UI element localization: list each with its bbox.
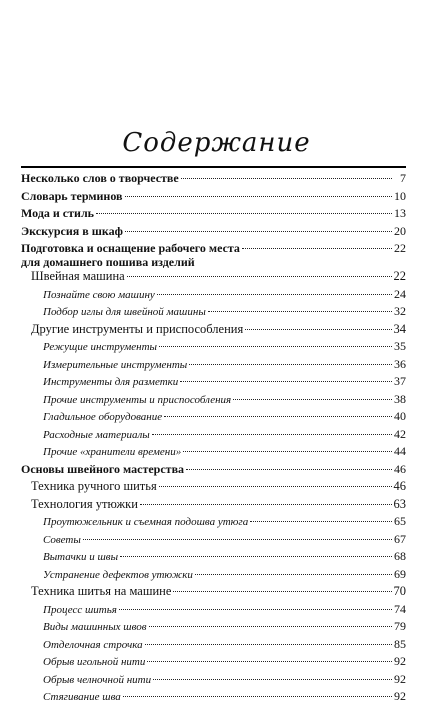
dot-leader <box>140 504 392 505</box>
dot-leader <box>183 451 392 452</box>
toc-entry-page: 69 <box>394 566 406 581</box>
toc-entry[interactable] <box>21 602 406 620</box>
toc-entry-page: 37 <box>394 374 406 388</box>
toc-entry[interactable] <box>21 444 406 462</box>
toc-entry-title-line: Подготовка и оснащение рабочего места <box>21 241 240 255</box>
toc-entry-page: 67 <box>394 531 406 546</box>
toc-entry[interactable] <box>21 584 406 602</box>
toc-entry-title: Стягивание шва <box>43 691 121 703</box>
toc-entry-title: Мода и стиль <box>21 206 95 220</box>
dot-leader <box>149 626 392 627</box>
dot-leader <box>159 486 392 487</box>
toc-entry-page: 46 <box>393 479 406 493</box>
toc-entry-title: Подбор иглы для швейной машины <box>43 306 206 318</box>
dot-leader <box>147 661 392 662</box>
toc-entry-page: 68 <box>394 549 406 563</box>
toc-entry[interactable] <box>21 427 406 445</box>
toc-entry-page: 35 <box>394 339 406 353</box>
toc-entry-title: Процесс шитья <box>43 603 117 616</box>
dot-leader <box>250 521 392 522</box>
dot-leader <box>245 329 391 330</box>
toc-entry[interactable] <box>21 549 406 567</box>
toc-entry-page: 42 <box>394 426 406 441</box>
dot-leader <box>123 696 392 697</box>
toc-entry[interactable] <box>21 514 406 532</box>
dot-leader <box>181 178 392 179</box>
dot-leader <box>173 591 391 592</box>
dot-leader <box>83 539 392 540</box>
toc-entry[interactable] <box>21 654 406 672</box>
toc-entry[interactable] <box>21 462 406 480</box>
toc-entry[interactable] <box>21 672 406 690</box>
dot-leader <box>159 346 392 347</box>
toc-entry-page: 34 <box>393 321 406 336</box>
dot-leader <box>152 434 392 435</box>
table-of-contents <box>21 171 406 707</box>
toc-entry[interactable] <box>21 171 406 189</box>
toc-entry-page: 13 <box>394 206 406 220</box>
toc-entry-title: Обрыв игольной нити <box>43 656 146 668</box>
toc-entry-page: 70 <box>393 584 406 598</box>
toc-entry[interactable] <box>21 637 406 655</box>
toc-entry-title: Расходные материалы <box>43 428 150 441</box>
toc-entry-page: 20 <box>394 223 406 238</box>
toc-entry-page: 46 <box>394 461 406 476</box>
toc-entry[interactable] <box>21 409 406 427</box>
toc-entry-title: Техника шитья на машине <box>31 584 172 598</box>
toc-entry[interactable] <box>21 357 406 375</box>
toc-entry-page: 32 <box>394 304 406 318</box>
toc-entry-page: 10 <box>394 188 406 203</box>
toc-entry[interactable] <box>21 339 406 357</box>
toc-entry-page: 65 <box>394 514 406 528</box>
toc-entry-page: 24 <box>394 286 406 301</box>
toc-entry-title: Прочие «хранители времени» <box>43 446 182 458</box>
toc-entry-title: Обрыв челночной нити <box>43 673 152 686</box>
toc-entry-title: Швейная машина <box>31 269 125 283</box>
toc-entry-page: 22 <box>393 269 406 283</box>
title-divider <box>21 166 406 168</box>
page-title: Содержание <box>122 128 311 158</box>
toc-entry-title: Проутюжельник и съемная подошва утюга <box>43 516 249 528</box>
dot-leader <box>96 213 392 214</box>
dot-leader <box>208 311 392 312</box>
toc-entry-title-line: для домашнего пошива изделий <box>21 255 195 269</box>
toc-entry[interactable] <box>21 479 406 497</box>
toc-entry-title: Экскурсия в шкаф <box>21 223 123 238</box>
toc-entry-page: 22 <box>394 241 406 255</box>
toc-entry-page: 92 <box>394 654 406 668</box>
toc-entry[interactable] <box>21 567 406 585</box>
toc-entry[interactable] <box>21 224 406 242</box>
toc-entry[interactable] <box>21 241 406 269</box>
toc-entry-page: 36 <box>394 356 406 371</box>
toc-entry[interactable] <box>21 619 406 637</box>
toc-entry-title: Вытачки и швы <box>43 551 119 563</box>
dot-leader <box>164 416 392 417</box>
toc-entry-page: 40 <box>394 409 406 423</box>
dot-leader <box>120 556 392 557</box>
toc-entry-title: Словарь терминов <box>21 188 123 203</box>
dot-leader <box>153 679 392 680</box>
toc-entry-page: 85 <box>394 636 406 651</box>
toc-entry[interactable] <box>21 269 406 287</box>
toc-entry-title: Гладильное оборудование <box>43 411 163 423</box>
dot-leader <box>242 248 392 249</box>
dot-leader <box>180 381 392 382</box>
toc-entry-page: 44 <box>394 444 406 458</box>
toc-entry-title: Познайте свою машину <box>43 288 155 301</box>
toc-entry-title: Другие инструменты и приспособления <box>31 321 244 336</box>
toc-entry-page: 38 <box>394 391 406 406</box>
toc-entry[interactable] <box>21 532 406 550</box>
dot-leader <box>125 196 393 197</box>
toc-entry-page: 92 <box>394 671 406 686</box>
toc-entry-title: Режущие инструменты <box>43 341 157 353</box>
toc-entry-page: 92 <box>394 689 406 703</box>
toc-entry-page: 74 <box>394 601 406 616</box>
toc-entry-title: Советы <box>43 533 81 546</box>
dot-leader <box>125 231 392 232</box>
toc-entry-title: Инструменты для разметки <box>43 376 179 388</box>
dot-leader <box>145 644 392 645</box>
toc-entry-title: Прочие инструменты и приспособления <box>43 393 232 406</box>
toc-entry-title: Основы швейного мастерства <box>21 461 185 476</box>
toc-entry-page: 79 <box>394 619 406 633</box>
toc-entry-title: Технология утюжки <box>31 496 138 511</box>
dot-leader <box>189 364 392 365</box>
toc-entry-title: Отделочная строчка <box>43 638 143 651</box>
toc-entry[interactable] <box>21 304 406 322</box>
dot-leader <box>186 469 392 470</box>
dot-leader <box>233 399 392 400</box>
toc-entry-title: Измерительные инструменты <box>43 358 188 371</box>
toc-entry[interactable] <box>21 497 406 515</box>
toc-entry[interactable] <box>21 689 406 707</box>
toc-entry-title <box>21 241 240 269</box>
dot-leader <box>195 574 392 575</box>
toc-entry[interactable] <box>21 206 406 224</box>
dot-leader <box>127 276 392 277</box>
toc-entry-title: Устранение дефектов утюжки <box>43 568 193 581</box>
toc-entry[interactable] <box>21 189 406 207</box>
toc-entry-title: Виды машинных швов <box>43 621 147 633</box>
toc-entry[interactable] <box>21 287 406 305</box>
toc-entry-page: 7 <box>400 171 406 185</box>
toc-entry-title: Техника ручного шитья <box>31 479 157 493</box>
toc-entry-title: Несколько слов о творчестве <box>21 171 179 185</box>
dot-leader <box>119 609 392 610</box>
toc-entry[interactable] <box>21 322 406 340</box>
dot-leader <box>157 294 392 295</box>
toc-entry[interactable] <box>21 374 406 392</box>
toc-entry[interactable] <box>21 392 406 410</box>
toc-entry-page: 63 <box>393 496 406 511</box>
